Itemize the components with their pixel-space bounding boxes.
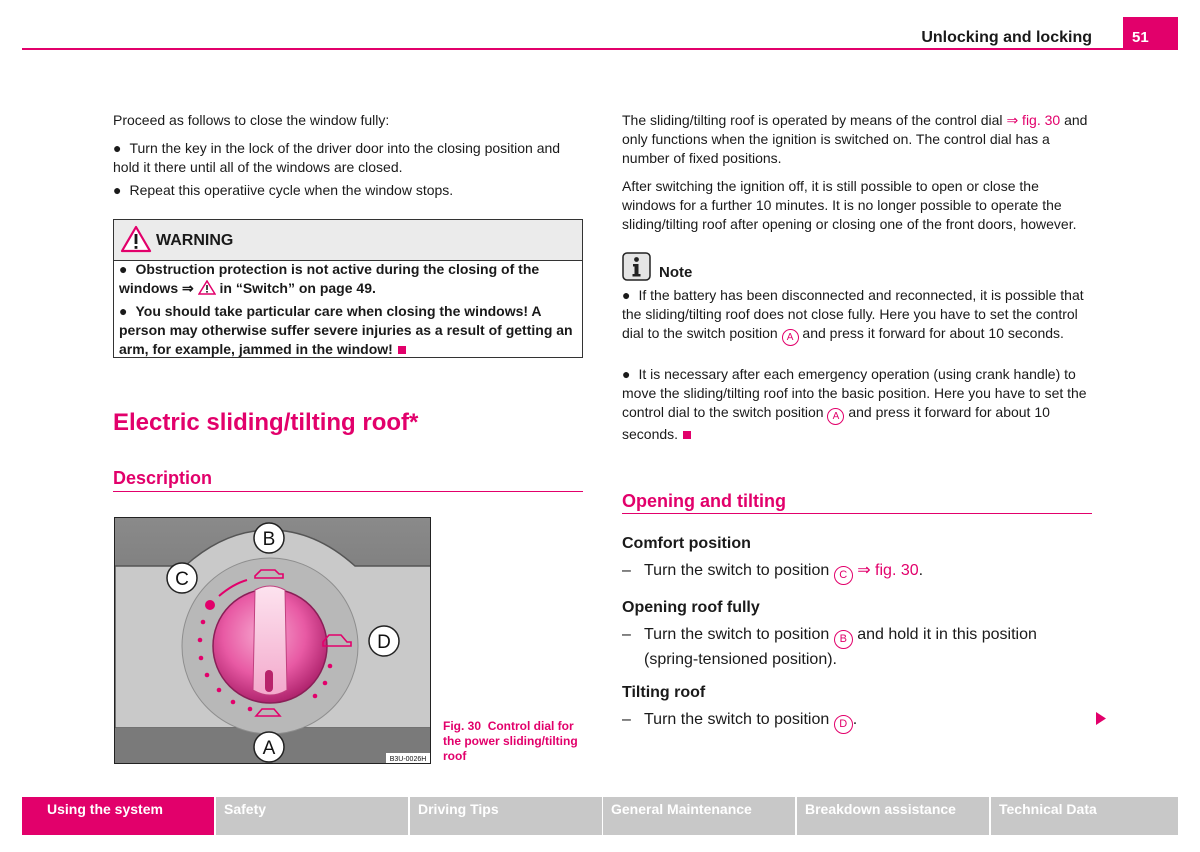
figure-caption-text: Control dial for the power sliding/tilting roof [443,719,578,763]
control-dial-illustration [115,518,431,764]
end-square-icon [398,346,406,354]
list-item-text: Turn the key in the lock of the driver door into the closing position and hold it there until all of the windows are closed. [113,140,561,175]
end-square-icon [683,431,691,439]
warning-text: in “Switch” on page 49. [219,280,376,296]
step-text: . [918,562,924,579]
next-page-arrow-icon[interactable] [1095,711,1107,726]
warning-title: WARNING [156,232,234,249]
step-instruction [622,709,1092,734]
figure-reference-link[interactable]: ⇒ fig. 30 [1006,112,1061,128]
warning-paragraph [119,260,577,298]
step-text: Turn the switch to position [644,562,830,579]
warning-paragraph [119,302,577,359]
bullet-icon: ● [622,287,631,303]
ignition-paragraph: After switching the ignition off, it is still possible to open or close the windows for a further 10 minutes. It is no longer possible to operate the sliding/tilting roof after opening or closing one of the front doors, however. [622,178,1077,232]
nav-tab-technical-data[interactable]: Technical Data [991,797,1178,835]
dash-marker: – [622,562,631,579]
intro-text: Proceed as follows to close the window fully: [113,112,390,128]
figure-caption [443,719,588,764]
step-text: and hold it in this position (spring-tensioned position). [644,626,1037,668]
step-heading: Opening roof fully [622,599,760,616]
warning-text: You should take particular care when closing the windows! A person may otherwise suffer severe injuries as a result of getting an arm, for example, jammed in the window! [119,303,573,357]
dial-label-d: D [377,632,391,653]
note-text: and press it forward for about 10 seconds. [622,404,1050,442]
step-text: . [852,711,858,728]
warning-text: Obstruction protection is not active during the closing of the windows ⇒ [119,261,540,296]
paragraph-text: and only functions when the ignition is switched on. The control dial has a number of fixed positions. [622,112,1088,166]
subsection-rule [622,513,1092,514]
bullet-icon: ● [119,303,128,319]
note-text: If the battery has been disconnected and reconnected, it is possible that the sliding/tilting roof does not close fully. Here you have to set the control dial to the switch position [622,287,1084,341]
subsection-title: Opening and tilting [622,491,786,511]
roof-intro-paragraph [622,111,1092,168]
bullet-icon: ● [113,140,122,156]
bullet-icon: ● [622,366,631,382]
header-rule [22,48,1178,50]
dial-label-a: A [262,738,276,759]
note-item [622,365,1092,444]
dial-label-b: B [262,529,276,550]
warning-box [113,219,583,358]
position-a-marker: A [827,408,844,425]
position-b-marker: B [834,630,853,649]
paragraph-text: The sliding/tilting roof is operated by means of the control dial [622,112,1003,128]
section-title: Electric sliding/tilting roof* [113,409,419,436]
subsection-title: Description [113,468,213,488]
position-d-marker: D [834,715,853,734]
figure-code: B3U-0026H [389,756,427,763]
note-info-icon [622,252,651,281]
step-text: Turn the switch to position [644,711,830,728]
position-a-marker: A [782,329,799,346]
list-item [113,181,583,200]
warning-header [114,220,582,261]
chapter-title: Unlocking and locking [921,29,1092,46]
dash-marker: – [622,626,631,643]
nav-tab-safety[interactable]: Safety [216,797,408,835]
figure-reference-link[interactable]: ⇒ fig. 30 [857,562,919,579]
step-instruction [622,624,1092,670]
step-heading: Comfort position [622,535,751,552]
step-text: Turn the switch to position [644,626,830,643]
note-item [622,286,1092,346]
nav-tab-general-maintenance[interactable]: General Maintenance [603,797,795,835]
nav-tab-breakdown-assistance[interactable]: Breakdown assistance [797,797,989,835]
figure-number: Fig. 30 [443,719,482,733]
dial-label-c: C [175,569,189,590]
nav-tab-using-the-system[interactable]: Using the system [22,797,214,835]
step-instruction [622,560,1092,585]
list-item [113,139,583,177]
note-title: Note [659,264,693,281]
position-c-marker: C [834,566,853,585]
dash-marker: – [622,711,631,728]
list-item-text: Repeat this operatiive cycle when the window stops. [129,182,454,198]
warning-triangle-icon [120,225,152,253]
bullet-icon: ● [119,261,128,277]
warning-small-icon [198,280,216,295]
step-heading: Tilting roof [622,684,706,701]
nav-tab-driving-tips[interactable]: Driving Tips [410,797,602,835]
bullet-icon: ● [113,182,122,198]
figure-control-dial [114,517,431,764]
note-text: It is necessary after each emergency operation (using crank handle) to move the sliding/tilting roof into the basic position. Here you have to set the control dial to the switch position [622,366,1087,420]
subsection-rule [113,491,583,492]
page-number: 51 [1123,17,1178,50]
note-text: and press it forward for about 10 seconds. [802,325,1064,341]
